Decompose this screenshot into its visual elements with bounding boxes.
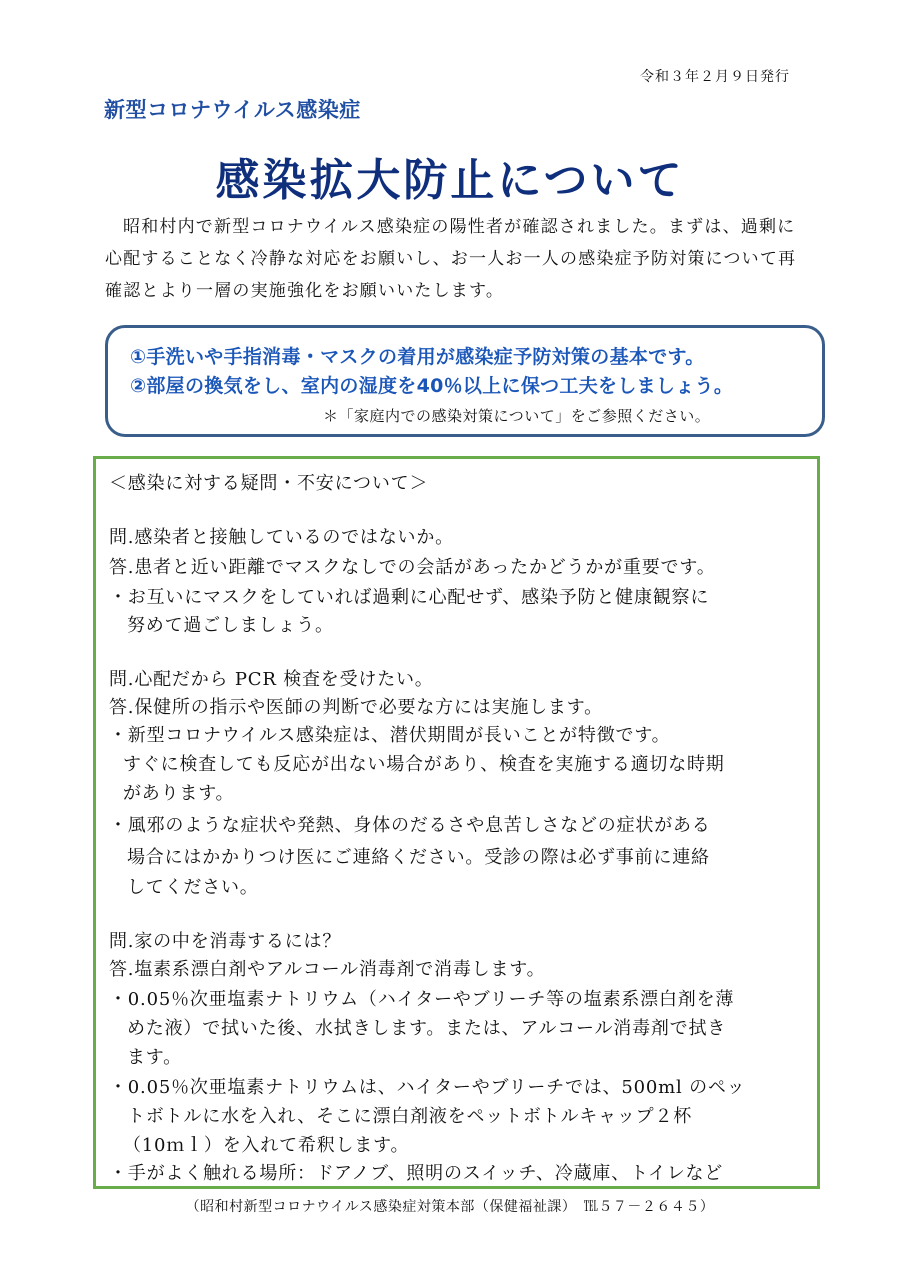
notice-point-1: ①手洗いや手指消毒・マスクの着用が感染症予防対策の基本です。 — [130, 346, 705, 368]
bullet-5-line-2: トボトルに水を入れ、そこに漂白剤液をペットボトルキャップ２杯 — [127, 1106, 693, 1127]
bullet-4-line-1: ・0.05％次亜塩素ナトリウム（ハイターやブリーチ等の塩素系漂白剤を薄 — [109, 989, 735, 1010]
footer-contact: （昭和村新型コロナウイルス感染症対策本部（保健福祉課） ℡５７－２６４５） — [185, 1199, 715, 1215]
issue-date: 令和３年２月９日発行 — [640, 69, 790, 85]
subtitle: 新型コロナウイルス感染症 — [104, 98, 361, 122]
question-2: 問.心配だから PCR 検査を受けたい。 — [109, 669, 434, 690]
notice-point-2: ②部屋の換気をし、室内の湿度を40％以上に保つ工夫をしましょう。 — [130, 375, 734, 397]
intro-paragraph: 昭和村内で新型コロナウイルス感染症の陽性者が確認されました。まずは、過剰に心配することなく冷静な対応をお願いし、お一人お一人の感染症予防対策について再確認とより一層の実施強化をお願いいたします。 — [105, 217, 797, 301]
answer-1: 答.患者と近い距離でマスクなしでの会話があったかどうかが重要です。 — [109, 557, 716, 578]
bullet-1-line-2: 努めて過ごしましょう。 — [127, 615, 334, 636]
answer-2: 答.保健所の指示や医師の判断で必要な方には実施します。 — [109, 697, 603, 718]
bullet-4-line-2: めた液）で拭いた後、水拭きします。または、アルコール消毒剤で拭き — [127, 1018, 727, 1039]
notice-reference: ＊「家庭内での感染対策について」をご参照ください。 — [323, 407, 711, 425]
bullet-4-line-3: ます。 — [127, 1047, 182, 1068]
bullet-2-line-3: があります。 — [123, 783, 235, 804]
notice-box — [105, 325, 825, 437]
bullet-1-line-1: ・お互いにマスクをしていれば過剰に心配せず、感染予防と健康観察に — [109, 587, 710, 608]
question-1: 問.感染者と接触しているのではないか。 — [109, 527, 454, 548]
bullet-2-line-1: ・新型コロナウイルス感染症は、潜伏期間が長いことが特徴です。 — [109, 725, 671, 746]
answer-3: 答.塩素系漂白剤やアルコール消毒剤で消毒します。 — [109, 959, 546, 980]
qa-box — [93, 456, 820, 1189]
qa-heading: ＜感染に対する疑問・不安について＞ — [109, 473, 429, 494]
bullet-6: ・手がよく触れる場所：ドアノブ、照明のスイッチ、冷蔵庫、トイレなど — [109, 1163, 724, 1184]
bullet-3-line-3: してください。 — [127, 877, 259, 898]
question-3: 問.家の中を消毒するには？ — [109, 931, 342, 952]
bullet-5-line-3: （10ｍｌ）を入れて希釈します。 — [123, 1135, 410, 1156]
bullet-3-line-1: ・風邪のような症状や発熱、身体のだるさや息苦しさなどの症状がある — [109, 815, 711, 836]
page-title: 感染拡大防止について — [215, 155, 685, 206]
bullet-3-line-2: 場合にはかかりつけ医にご連絡ください。受診の際は必ず事前に連絡 — [127, 847, 710, 868]
bullet-5-line-1: ・0.05％次亜塩素ナトリウムは、ハイターやブリーチでは、500ml のペッ — [109, 1077, 746, 1098]
bullet-2-line-2: すぐに検査しても反応が出ない場合があり、検査を実施する適切な時期 — [123, 754, 725, 775]
